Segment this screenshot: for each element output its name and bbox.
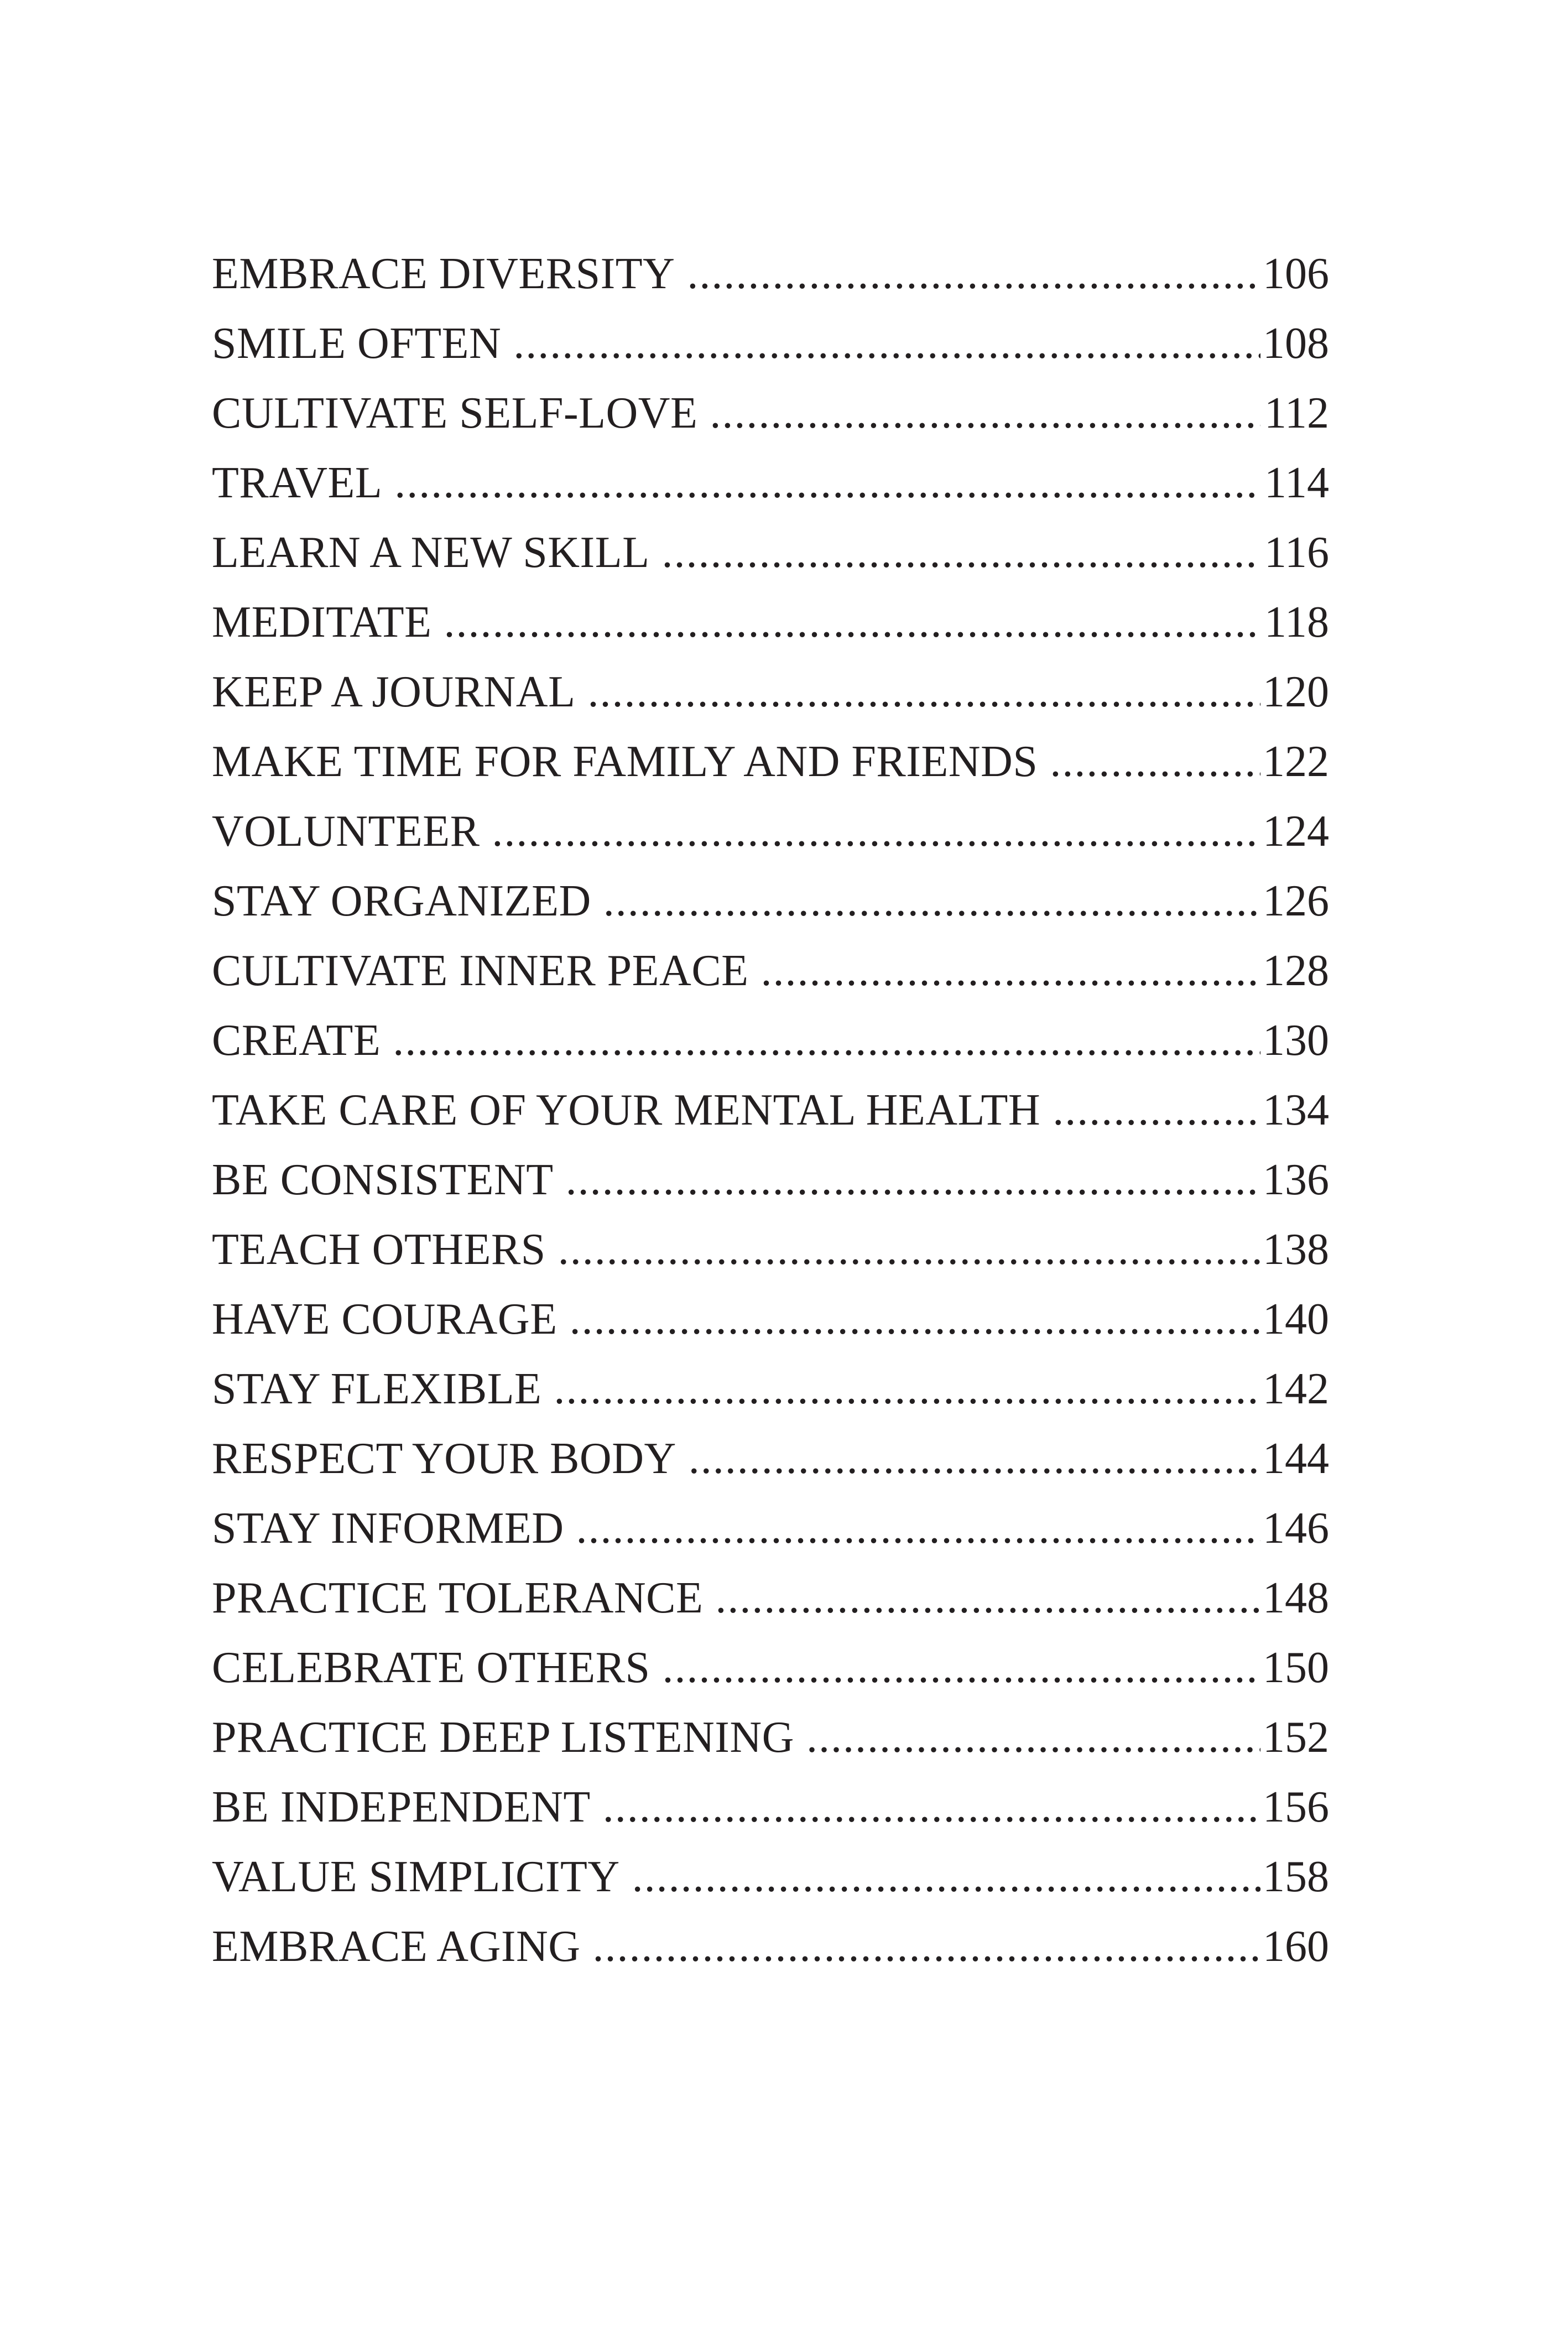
toc-entry-title: MAKE TIME FOR FAMILY AND FRIENDS bbox=[212, 737, 1038, 786]
toc-entry-page: 136 bbox=[1263, 1156, 1329, 1204]
dot-leader bbox=[689, 1424, 1260, 1494]
toc-entry bbox=[212, 1145, 1329, 1215]
toc-entry bbox=[212, 378, 1329, 448]
toc-entry bbox=[212, 1075, 1329, 1145]
dot-leader bbox=[554, 1354, 1260, 1424]
toc-entry-title: STAY FLEXIBLE bbox=[212, 1365, 542, 1413]
toc-entry-title: PRACTICE TOLERANCE bbox=[212, 1574, 704, 1622]
toc-entry-title: LEARN A NEW SKILL bbox=[212, 528, 650, 577]
dot-leader bbox=[576, 1494, 1261, 1563]
toc-entry bbox=[212, 587, 1329, 657]
toc-entry-page: 108 bbox=[1263, 319, 1329, 368]
dot-leader bbox=[593, 1912, 1260, 1981]
toc-entry-page: 148 bbox=[1263, 1574, 1329, 1622]
dot-leader bbox=[570, 1284, 1260, 1354]
toc-entry-title: CELEBRATE OTHERS bbox=[212, 1643, 650, 1692]
toc-entry-title: TRAVEL bbox=[212, 459, 383, 507]
dot-leader bbox=[1053, 1075, 1260, 1145]
toc-entry-page: 118 bbox=[1264, 598, 1329, 647]
dot-leader bbox=[444, 587, 1260, 657]
dot-leader bbox=[662, 1633, 1260, 1703]
toc-entry bbox=[212, 1912, 1329, 1981]
toc-entry-title: VALUE SIMPLICITY bbox=[212, 1853, 620, 1901]
toc-entry-title: MEDITATE bbox=[212, 598, 432, 647]
dot-leader bbox=[492, 797, 1260, 866]
toc-entry-page: 116 bbox=[1264, 528, 1329, 577]
toc-entry bbox=[212, 797, 1329, 866]
dot-leader bbox=[710, 378, 1260, 448]
toc-entry-title: RESPECT YOUR BODY bbox=[212, 1434, 676, 1483]
toc-entry-title: CULTIVATE SELF-LOVE bbox=[212, 389, 698, 438]
dot-leader bbox=[687, 239, 1260, 309]
toc-entry bbox=[212, 1842, 1329, 1912]
dot-leader bbox=[715, 1563, 1260, 1633]
toc-entry bbox=[212, 518, 1329, 587]
dot-leader bbox=[566, 1145, 1260, 1215]
dot-leader bbox=[603, 866, 1260, 936]
dot-leader bbox=[513, 309, 1260, 378]
toc-entry bbox=[212, 936, 1329, 1006]
toc-entry-title: PRACTICE DEEP LISTENING bbox=[212, 1713, 794, 1762]
toc-entry-page: 138 bbox=[1263, 1225, 1329, 1274]
toc-entry bbox=[212, 1703, 1329, 1772]
toc-entry-page: 160 bbox=[1263, 1922, 1329, 1971]
toc-entry-title: BE INDEPENDENT bbox=[212, 1783, 591, 1831]
toc-entry bbox=[212, 657, 1329, 727]
toc-entry-page: 114 bbox=[1264, 459, 1329, 507]
toc-entry-page: 134 bbox=[1263, 1086, 1329, 1135]
toc-entry bbox=[212, 1633, 1329, 1703]
toc-entry bbox=[212, 1772, 1329, 1842]
toc-entry-title: HAVE COURAGE bbox=[212, 1295, 558, 1344]
toc-entry bbox=[212, 1006, 1329, 1075]
toc-entry bbox=[212, 1424, 1329, 1494]
dot-leader bbox=[603, 1772, 1260, 1842]
toc-entry bbox=[212, 1494, 1329, 1563]
toc-entry-title: EMBRACE AGING bbox=[212, 1922, 581, 1971]
toc-entry-page: 146 bbox=[1263, 1504, 1329, 1553]
toc-entry-page: 124 bbox=[1263, 807, 1329, 856]
toc-entry-page: 144 bbox=[1263, 1434, 1329, 1483]
toc-entry-title: BE CONSISTENT bbox=[212, 1156, 554, 1204]
toc-entry bbox=[212, 727, 1329, 797]
dot-leader bbox=[761, 936, 1260, 1006]
toc-entry-page: 122 bbox=[1263, 737, 1329, 786]
toc-entry-page: 150 bbox=[1263, 1643, 1329, 1692]
toc-entry bbox=[212, 239, 1329, 309]
toc-entry-title: CULTIVATE INNER PEACE bbox=[212, 946, 749, 995]
dot-leader bbox=[394, 448, 1260, 518]
toc-entry-title: VOLUNTEER bbox=[212, 807, 480, 856]
toc-entry bbox=[212, 1215, 1329, 1284]
dot-leader bbox=[558, 1215, 1260, 1284]
toc-entry-page: 128 bbox=[1263, 946, 1329, 995]
dot-leader bbox=[806, 1703, 1260, 1772]
toc-entry-page: 152 bbox=[1263, 1713, 1329, 1762]
toc-entry-page: 126 bbox=[1263, 877, 1329, 925]
toc-entry-page: 140 bbox=[1263, 1295, 1329, 1344]
toc-entry-page: 106 bbox=[1263, 249, 1329, 298]
toc-entry-page: 120 bbox=[1263, 668, 1329, 716]
toc-entry-title: TAKE CARE OF YOUR MENTAL HEALTH bbox=[212, 1086, 1041, 1135]
dot-leader bbox=[1050, 727, 1260, 797]
toc-entry bbox=[212, 866, 1329, 936]
dot-leader bbox=[393, 1006, 1260, 1075]
toc-entry-title: EMBRACE DIVERSITY bbox=[212, 249, 675, 298]
toc-entry-page: 112 bbox=[1264, 389, 1329, 438]
toc-entry-title: STAY INFORMED bbox=[212, 1504, 564, 1553]
toc-entry-page: 142 bbox=[1263, 1365, 1329, 1413]
toc-entry-title: CREATE bbox=[212, 1016, 381, 1065]
toc-entry-title: TEACH OTHERS bbox=[212, 1225, 546, 1274]
toc-entry bbox=[212, 1563, 1329, 1633]
toc-entry-page: 158 bbox=[1263, 1853, 1329, 1901]
toc-entry-page: 130 bbox=[1263, 1016, 1329, 1065]
toc-entry bbox=[212, 1284, 1329, 1354]
dot-leader bbox=[587, 657, 1260, 727]
toc-entry bbox=[212, 309, 1329, 378]
dot-leader bbox=[632, 1842, 1260, 1912]
toc-entry bbox=[212, 448, 1329, 518]
toc-entry bbox=[212, 1354, 1329, 1424]
dot-leader bbox=[661, 518, 1260, 587]
toc-entry-page: 156 bbox=[1263, 1783, 1329, 1831]
toc-entry-title: KEEP A JOURNAL bbox=[212, 668, 576, 716]
toc-entry-title: STAY ORGANIZED bbox=[212, 877, 591, 925]
table-of-contents bbox=[212, 239, 1329, 1981]
toc-entry-title: SMILE OFTEN bbox=[212, 319, 502, 368]
